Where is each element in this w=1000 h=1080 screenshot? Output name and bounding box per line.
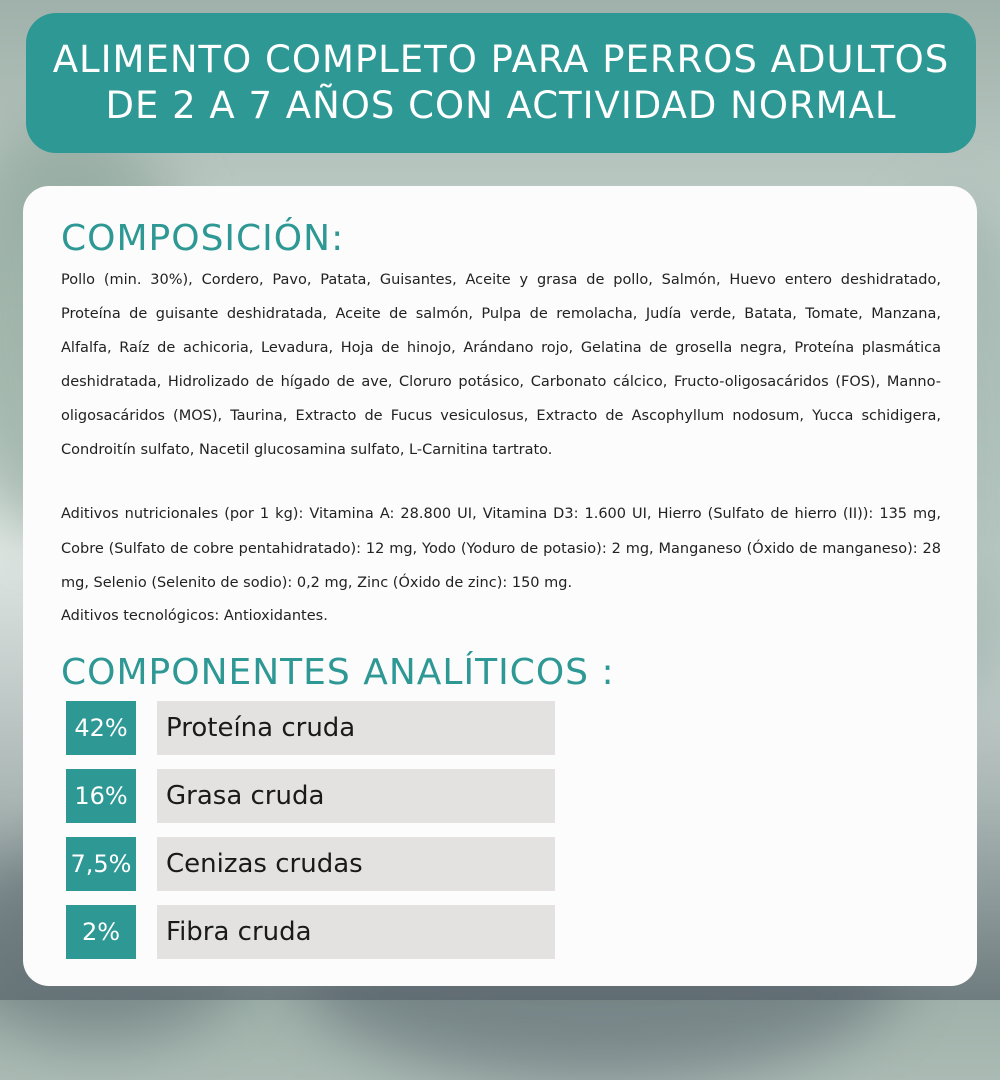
analytics-label: Proteína cruda	[157, 701, 555, 755]
analytics-row-fiber	[66, 905, 555, 959]
nutritional-additives-text: Aditivos nutricionales (por 1 kg): Vitamina A: 28.800 UI, Vitamina D3: 1.600 UI, Hierro (Sulfato de hierro (II)): 135 mg, Cobre (Sulfato de cobre pentahidratado): 12 mg, Yodo (Yoduro de potasio): 2 mg, Manganeso (Óxido de manganeso): 28 mg, Selenio (Selenito de sodio): 0,2 mg, Zinc (Óxido de zinc): 150 mg.	[61, 506, 941, 591]
analytics-row-protein	[66, 701, 555, 755]
technological-additives-text: Aditivos tecnológicos: Antioxidantes.	[61, 608, 328, 624]
title-banner	[26, 13, 976, 153]
analytics-list	[66, 701, 555, 973]
analytics-label: Fibra cruda	[157, 905, 555, 959]
analytics-title: COMPONENTES ANALÍTICOS :	[61, 652, 615, 693]
analytics-label: Cenizas crudas	[157, 837, 555, 891]
analytics-row-fat	[66, 769, 555, 823]
page-title: ALIMENTO COMPLETO PARA PERROS ADULTOS DE 2 A 7 AÑOS CON ACTIVIDAD NORMAL	[52, 38, 950, 127]
analytics-label: Grasa cruda	[157, 769, 555, 823]
analytics-row-ash	[66, 837, 555, 891]
analytics-value: 16%	[66, 769, 136, 823]
analytics-value: 42%	[66, 701, 136, 755]
composition-title: COMPOSICIÓN:	[61, 218, 345, 259]
analytics-value: 7,5%	[66, 837, 136, 891]
ingredients-text: Pollo (min. 30%), Cordero, Pavo, Patata, Guisantes, Aceite y grasa de pollo, Salmón, Huevo entero deshidratado, Proteína de guisante deshidratada, Aceite de salmón, Pulpa de remolacha, Judía verde, Batata, Tomate, Manzana, Alfalfa, Raíz de achicoria, Levadura, Hoja de hinojo, Arándano rojo, Gelatina de grosella negra, Proteína plasmática deshidratada, Hidrolizado de hígado de ave, Cloruro potásico, Carbonato cálcico, Fructo-oligosacáridos (FOS), Manno-oligosacáridos (MOS), Taurina, Extracto de Fucus vesiculosus, Extracto de Ascophyllum nodosum, Yucca schidigera, Condroitín sulfato, Nacetil glucosamina sulfato, L-Carnitina tartrato.	[61, 272, 941, 458]
info-card	[23, 186, 977, 986]
analytics-value: 2%	[66, 905, 136, 959]
